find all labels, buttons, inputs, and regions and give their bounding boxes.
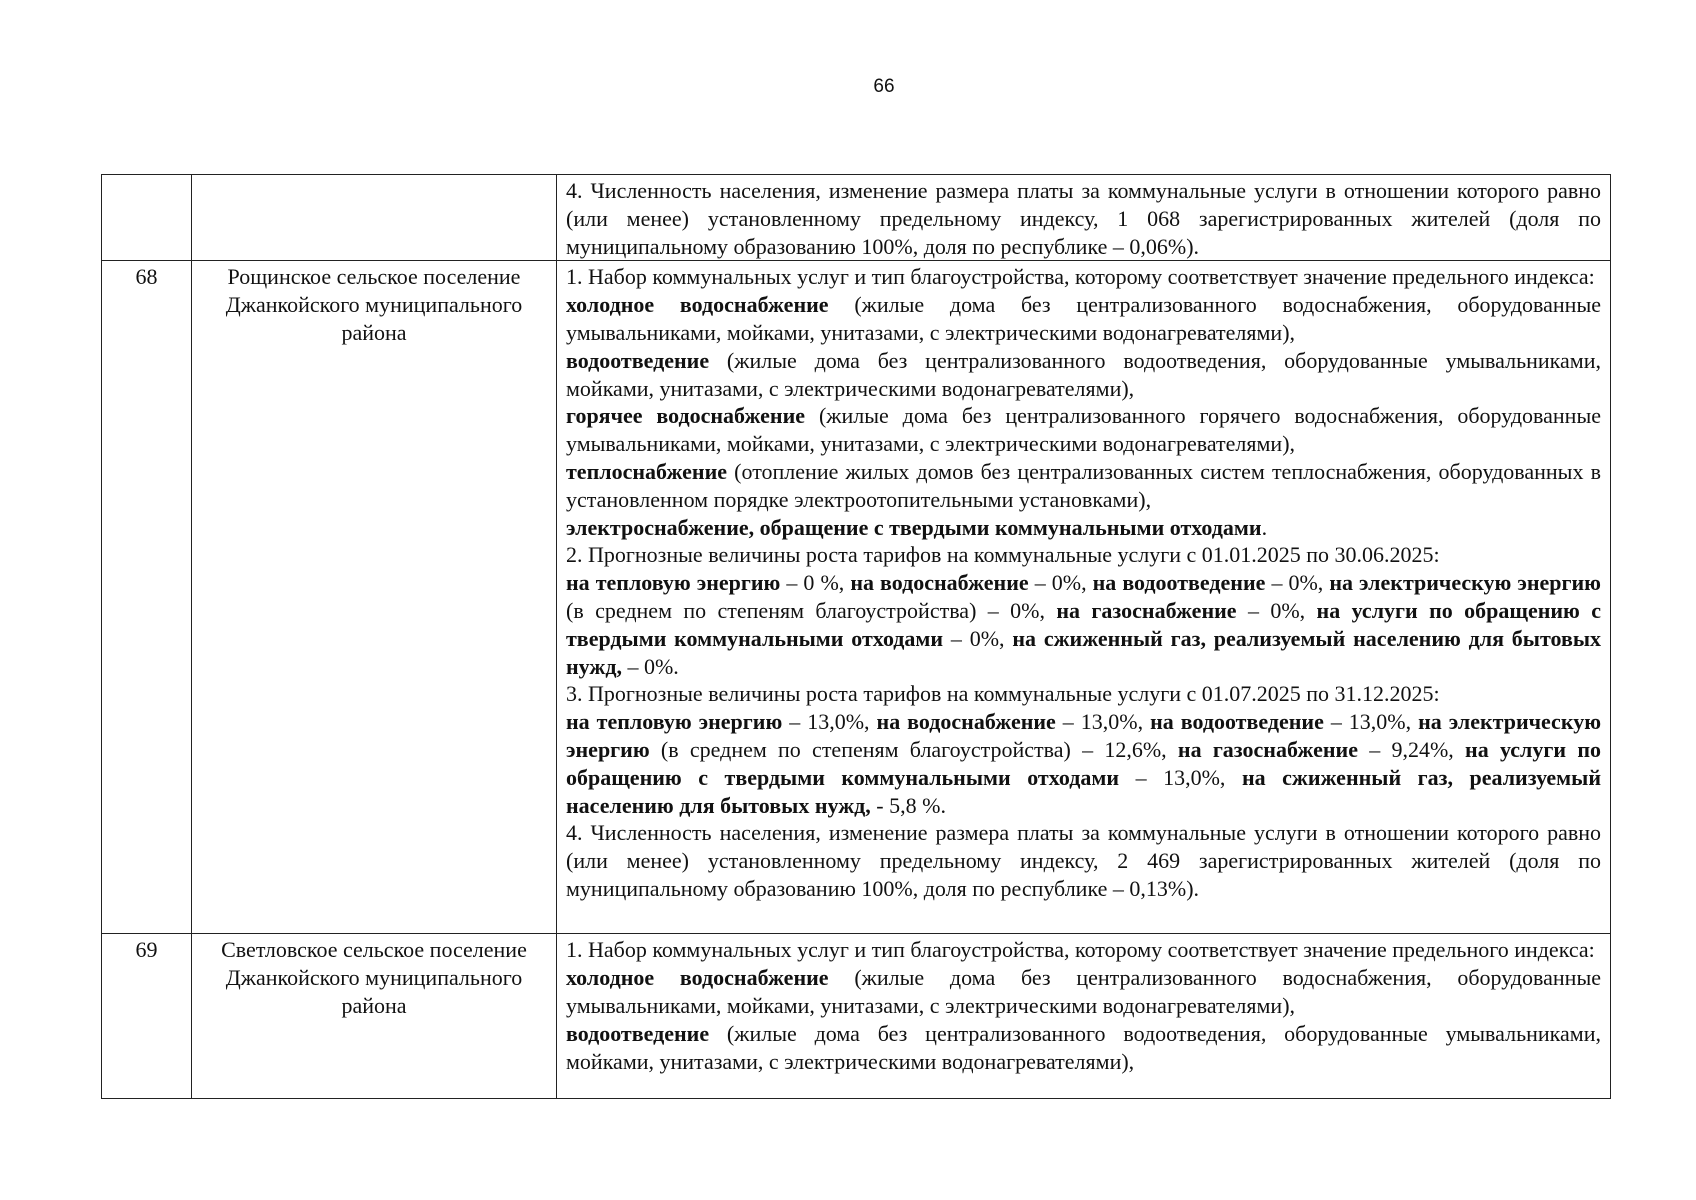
text-run: (жилые дома без централизованного водоснабжения, оборудованные умывальниками, мойками, унитазами, с электрическими водонагревателями), [566,965,1602,1018]
text-run: – 13,0%, [1323,709,1419,735]
bold-text-run: на газоснабжение [1056,597,1237,623]
text-run: 3. Прогнозные величины роста тарифов на коммунальные услуги с 01.07.2025 по 31.12.2025: [566,681,1440,707]
municipality-name-cell: Светловское сельское поселение Джанкойского муниципального района [192,934,557,1099]
bold-text-run: на водоотведение [1092,570,1266,596]
text-run: – 9,24%, [1357,736,1466,762]
text-run: (жилые дома без централизованного водоотведения, оборудованные умывальниками, мойками, унитазами, с электрическими водонагревателями), [566,347,1601,401]
text-run: – 13,0%, [1119,764,1242,790]
row-number-cell [102,175,192,261]
bold-text-run: теплоснабжение [566,458,728,484]
description-paragraph [566,1020,1601,1076]
description-paragraph [566,458,1601,514]
text-run: – 13,0%, [782,709,877,735]
description-paragraph [566,263,1601,291]
description-cell [557,175,1611,261]
description-paragraph [566,291,1601,347]
text-run: – 0 %, [780,570,851,596]
text-run: – 0%, [1028,570,1093,596]
description-paragraph [566,514,1601,542]
description-paragraph [566,569,1601,680]
text-run: – 0%, [1236,597,1317,623]
bold-text-run: на сжиженный газ, реализуемый населению для бытовых нужд, [566,625,1602,679]
row-number-cell: 68 [102,261,192,934]
bold-text-run: на сжиженный газ, реализуемый населению для бытовых нужд, [566,764,1602,818]
bold-text-run: на тепловую энергию [566,570,781,596]
bold-text-run: холодное водоснабжение [566,292,829,318]
description-paragraph [566,177,1601,260]
text-run: . [1261,514,1268,540]
table-row [102,934,1611,1099]
text-run: 2. Прогнозные величины роста тарифов на коммунальные услуги с 01.01.2025 по 30.06.2025: [566,542,1440,568]
bold-text-run: на водоснабжение [850,570,1029,596]
text-run: 1. Набор коммунальных услуг и тип благоустройства, которому соответствует значение предельного индекса: [566,264,1595,290]
description-cell [557,261,1611,934]
row-number-cell: 69 [102,934,192,1099]
description-paragraph [566,402,1601,458]
description-paragraph [566,708,1601,819]
description-cell [557,934,1611,1099]
text-run: (в среднем по степеням благоустройства) – 0%, [566,597,1057,623]
municipality-name-cell [192,175,557,261]
description-paragraph [566,964,1601,1020]
bold-text-run: холодное водоснабжение [566,965,829,991]
bold-text-run: водоотведение [566,1020,710,1046]
text-run: 1. Набор коммунальных услуг и тип благоустройства, которому соответствует значение предельного индекса: [566,937,1595,963]
description-paragraph [566,347,1601,403]
bold-text-run: на тепловую энергию [566,709,783,735]
bold-text-run: на водоотведение [1150,709,1324,735]
text-run: (жилые дома без централизованного горячего водоснабжения, оборудованные умывальниками, мойками, унитазами, с электрическими водонагревателями), [566,403,1601,457]
text-run: (в среднем по степеням благоустройства) – 12,6%, [649,736,1178,762]
bold-text-run: на услуги по обращению с твердыми коммунальными отходами [566,597,1602,651]
text-run: – 0%, [1265,570,1330,596]
text-run: - 5,8 %. [870,792,946,818]
bold-text-run: на газоснабжение [1177,736,1358,762]
text-run: (жилые дома без централизованного водоснабжения, оборудованные умывальниками, мойками, унитазами, с электрическими водонагревателями), [566,292,1602,345]
bold-text-run: на электрическую энергию [1329,570,1601,596]
text-run: – 13,0%, [1055,709,1151,735]
tariff-table [101,174,1611,1099]
text-run: – 0%, [943,625,1013,651]
bold-text-run: на электрическую энергию [566,709,1602,762]
text-run: (жилые дома без централизованного водоотведения, оборудованные умывальниками, мойками, унитазами, с электрическими водонагревателями), [566,1020,1601,1074]
bold-text-run: на услуги по обращению с твердыми коммунальными отходами [566,736,1601,790]
table-row [102,175,1611,261]
description-paragraph [566,819,1601,902]
bold-text-run: горячее водоснабжение [566,403,806,429]
table-row [102,261,1611,934]
text-run: 4. Численность населения, изменение размера платы за коммунальные услуги в отношении которого равно (или менее) установленному предельному индексу, 2 469 зарегистрированных жителей (доля по муниципальному образованию 100%, доля по республике – 0,13%). [566,820,1601,901]
municipality-name-cell: Рощинское сельское поселение Джанкойского муниципального района [192,261,557,934]
page-number: 66 [873,76,895,97]
description-paragraph [566,541,1601,569]
description-paragraph [566,936,1601,964]
text-run: 4. Численность населения, изменение размера платы за коммунальные услуги в отношении которого равно (или менее) установленному предельному индексу, 1 068 зарегистрированных жителей (доля по муниципальному образованию 100%, доля по республике – 0,06%). [566,178,1601,259]
bold-text-run: электроснабжение, обращение с твердыми коммунальными отходами [566,514,1262,540]
bold-text-run: на водоснабжение [876,709,1056,735]
bold-text-run: водоотведение [566,347,710,373]
text-run: (отопление жилых домов без централизованных систем теплоснабжения, оборудованных в установленном порядке электроотопительными установками), [566,458,1601,512]
description-paragraph [566,680,1601,708]
text-run: – 0%. [621,653,679,679]
